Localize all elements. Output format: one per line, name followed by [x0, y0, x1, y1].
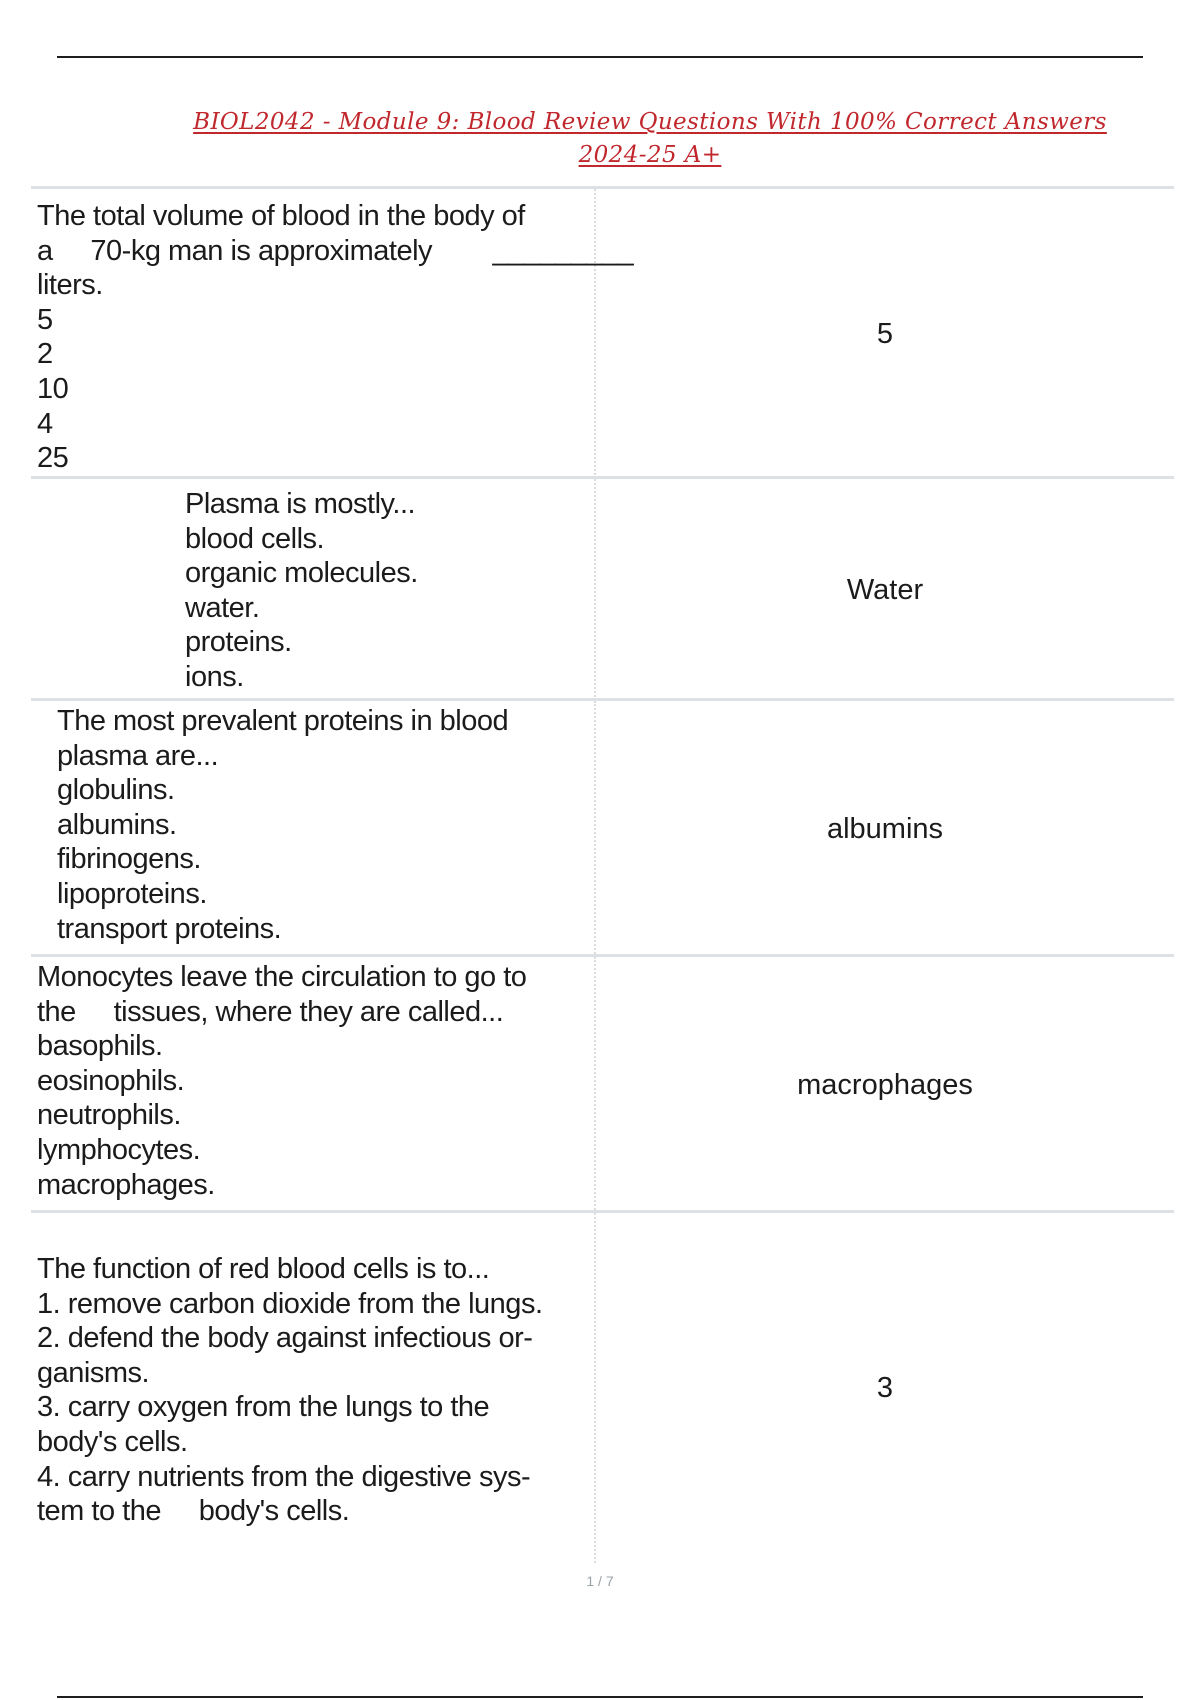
title-line-2: 2024-25 A+	[578, 142, 722, 168]
question-line: 2	[37, 338, 53, 371]
question-line: ions.	[185, 660, 244, 693]
question-line: blood cells.	[185, 522, 325, 555]
page-indicator: 1 / 7	[586, 1573, 614, 1589]
question-line: The total volume of blood in the body of	[37, 200, 525, 232]
document-title	[100, 106, 1200, 172]
question-line: 25	[37, 442, 69, 475]
answer: albumins	[826, 812, 944, 845]
question-line: eosinophils.	[37, 1064, 185, 1097]
question-line: 10	[37, 372, 69, 405]
question-line: 4. carry nutrients from the digestive sys-	[37, 1460, 531, 1493]
question-line: 3. carry oxygen from the lungs to the	[37, 1391, 490, 1424]
answer: Water	[846, 573, 924, 606]
title-line-1: BIOL2042 - Module 9: Blood Review Questions With 100% Correct Answers	[193, 109, 1107, 135]
question	[31, 189, 634, 479]
answer: 3	[876, 1371, 894, 1404]
answer: macrophages	[797, 1068, 973, 1101]
question	[31, 1213, 596, 1563]
answer: 5	[876, 317, 894, 350]
flashcard	[31, 954, 1174, 1213]
question-line: Plasma is mostly...	[185, 488, 416, 520]
question-line: tem to the body's cells.	[37, 1495, 350, 1528]
question-line: lipoproteins.	[57, 877, 207, 910]
question-line: liters.	[37, 269, 103, 302]
flashcard	[31, 698, 1174, 957]
question	[31, 479, 596, 701]
question-line: The most prevalent proteins in blood	[57, 705, 509, 737]
question-line: the tissues, where they are called...	[37, 995, 504, 1028]
question-line: transport proteins.	[57, 912, 282, 945]
flashcard	[31, 1210, 1174, 1563]
question-line: The function of red blood cells is to...	[37, 1253, 490, 1285]
question-line: 5	[37, 303, 53, 336]
question-line: Monocytes leave the circulation to go to	[37, 961, 527, 993]
question-line: ganisms.	[37, 1356, 150, 1389]
question-line: water.	[185, 591, 260, 624]
question-line: albumins.	[57, 808, 177, 841]
question-line: 1. remove carbon dioxide from the lungs.	[37, 1287, 543, 1320]
flashcard	[31, 476, 1174, 701]
question-line: 2. defend the body against infectious or-	[37, 1322, 533, 1355]
question	[31, 701, 596, 957]
bottom-rule	[57, 1696, 1143, 1698]
question-line: fibrinogens.	[57, 843, 201, 876]
question-line: basophils.	[37, 1030, 163, 1063]
question-line: lymphocytes.	[37, 1133, 201, 1166]
question-line: plasma are...	[57, 739, 219, 772]
question-line: body's cells.	[37, 1425, 188, 1458]
question-line: a 70-kg man is approximately _________	[37, 234, 634, 267]
flashcard	[31, 186, 1174, 479]
question-line: neutrophils.	[37, 1099, 181, 1132]
question-line: 4	[37, 407, 53, 440]
question-line: organic molecules.	[185, 557, 418, 590]
question	[31, 957, 596, 1213]
question-line: macrophages.	[37, 1168, 215, 1201]
question-line: proteins.	[185, 626, 292, 659]
top-rule	[57, 56, 1143, 58]
question-line: globulins.	[57, 774, 175, 807]
